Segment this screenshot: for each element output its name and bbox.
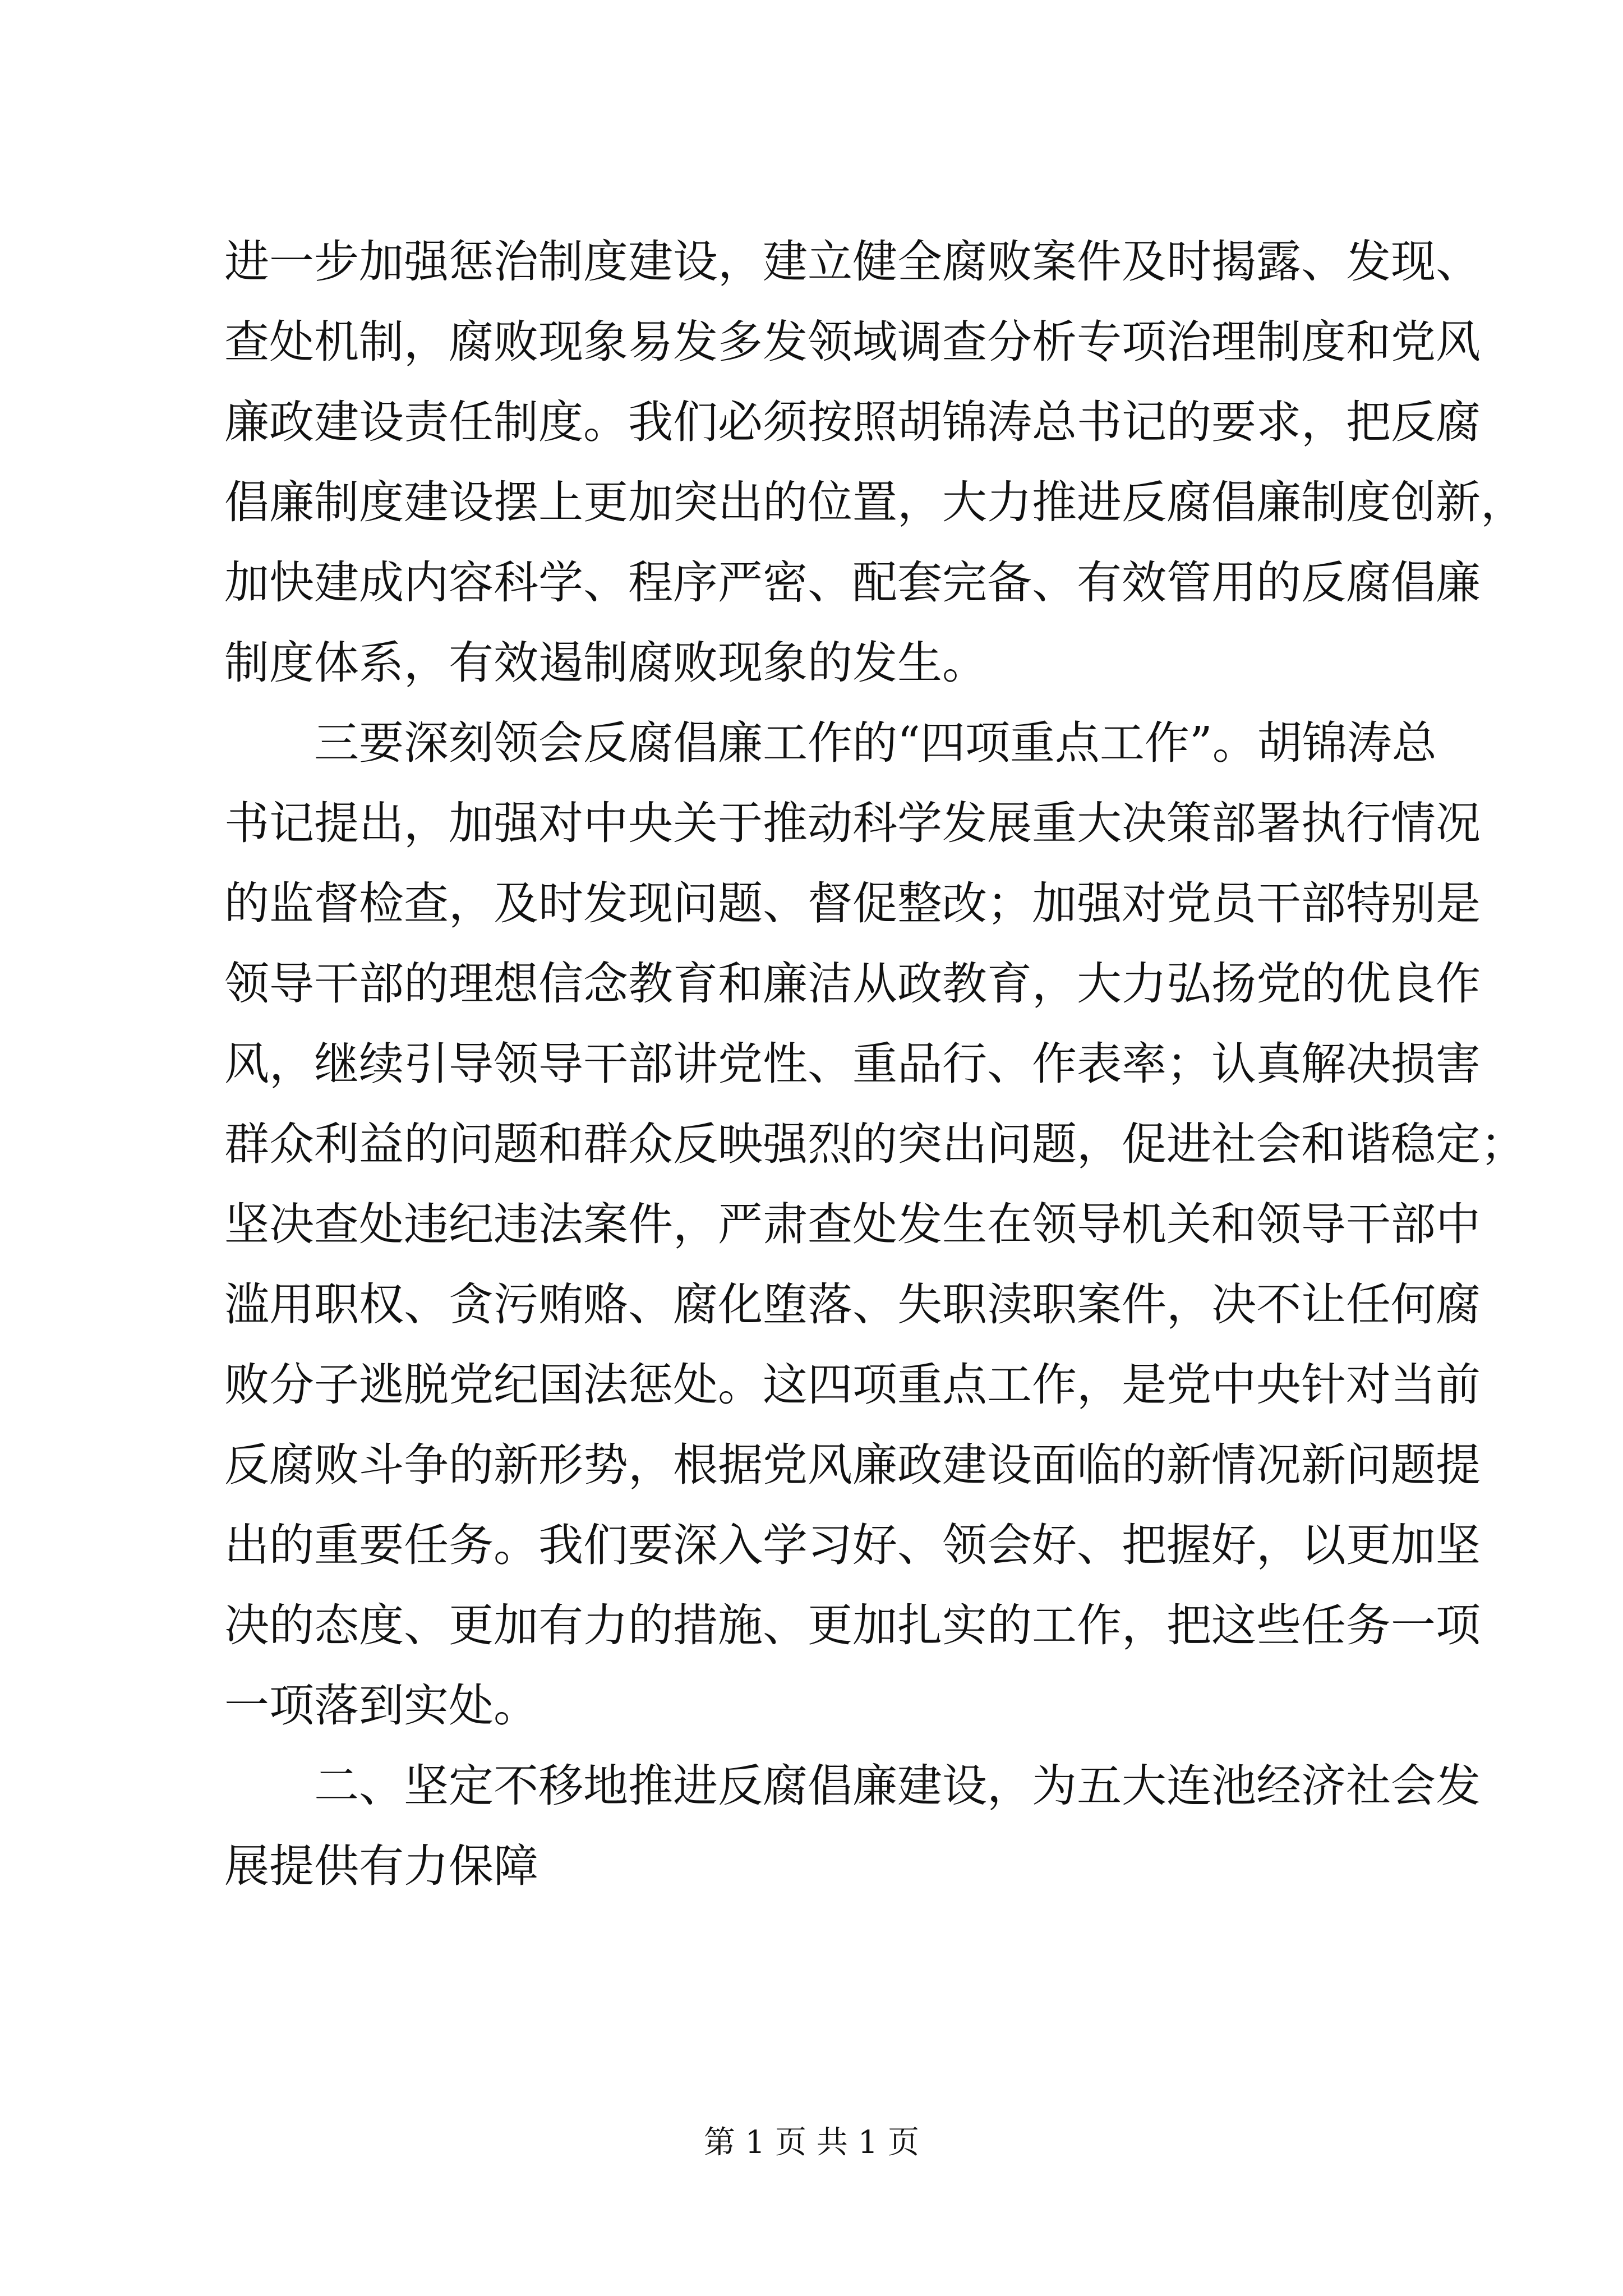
text-line: 坚决查处违纪违法案件，严肃查处发生在领导机关和领导干部中 [224, 1198, 1481, 1250]
text-line: 书记提出，加强对中央关于推动科学发展重大决策部署执行情况 [224, 797, 1481, 849]
text-line: 出的重要任务。我们要深入学习好、领会好、把握好，以更加坚 [224, 1519, 1481, 1571]
section-heading-line: 二、坚定不移地推进反腐倡廉建设，为五大连池经济社会发 [314, 1760, 1481, 1812]
text-line: 一项落到实处。 [224, 1680, 538, 1732]
text-line: 倡廉制度建设摆上更加突出的位置，大力推进反腐倡廉制度创新， [224, 476, 1525, 528]
text-line: 加快建成内容科学、程序严密、配套完备、有效管用的反腐倡廉 [224, 556, 1481, 609]
text-line: 败分子逃脱党纪国法惩处。这四项重点工作，是党中央针对当前 [224, 1359, 1481, 1411]
text-line: 群众利益的问题和群众反映强烈的突出问题，促进社会和谐稳定； [224, 1118, 1525, 1170]
text-line: 滥用职权、贪污贿赂、腐化堕落、失职渎职案件，决不让任何腐 [224, 1278, 1481, 1331]
text-line: 制度体系，有效遏制腐败现象的发生。 [224, 637, 987, 689]
text-line: 决的态度、更加有力的措施、更加扎实的工作，把这些任务一项 [224, 1599, 1481, 1651]
text-line: 的监督检查，及时发现问题、督促整改；加强对党员干部特别是 [224, 877, 1481, 930]
paragraph-start-line: 三要深刻领会反腐倡廉工作的“四项重点工作”。胡锦涛总 [314, 717, 1437, 769]
body-text [224, 222, 1525, 1906]
text-line: 廉政建设责任制度。我们必须按照胡锦涛总书记的要求，把反腐 [224, 396, 1481, 448]
text-line: 查处机制，腐败现象易发多发领域调查分析专项治理制度和党风 [224, 316, 1481, 368]
text-line: 风，继续引导领导干部讲党性、重品行、作表率；认真解决损害 [224, 1038, 1481, 1090]
text-line: 反腐败斗争的新形势，根据党风廉政建设面临的新情况新问题提 [224, 1439, 1481, 1491]
text-line: 进一步加强惩治制度建设，建立健全腐败案件及时揭露、发现、 [224, 236, 1481, 288]
page-number-footer: 第 1 页 共 1 页 [703, 2124, 920, 2161]
section-heading-line: 展提供有力保障 [224, 1840, 538, 1892]
text-line: 领导干部的理想信念教育和廉洁从政教育，大力弘扬党的优良作 [224, 958, 1481, 1010]
